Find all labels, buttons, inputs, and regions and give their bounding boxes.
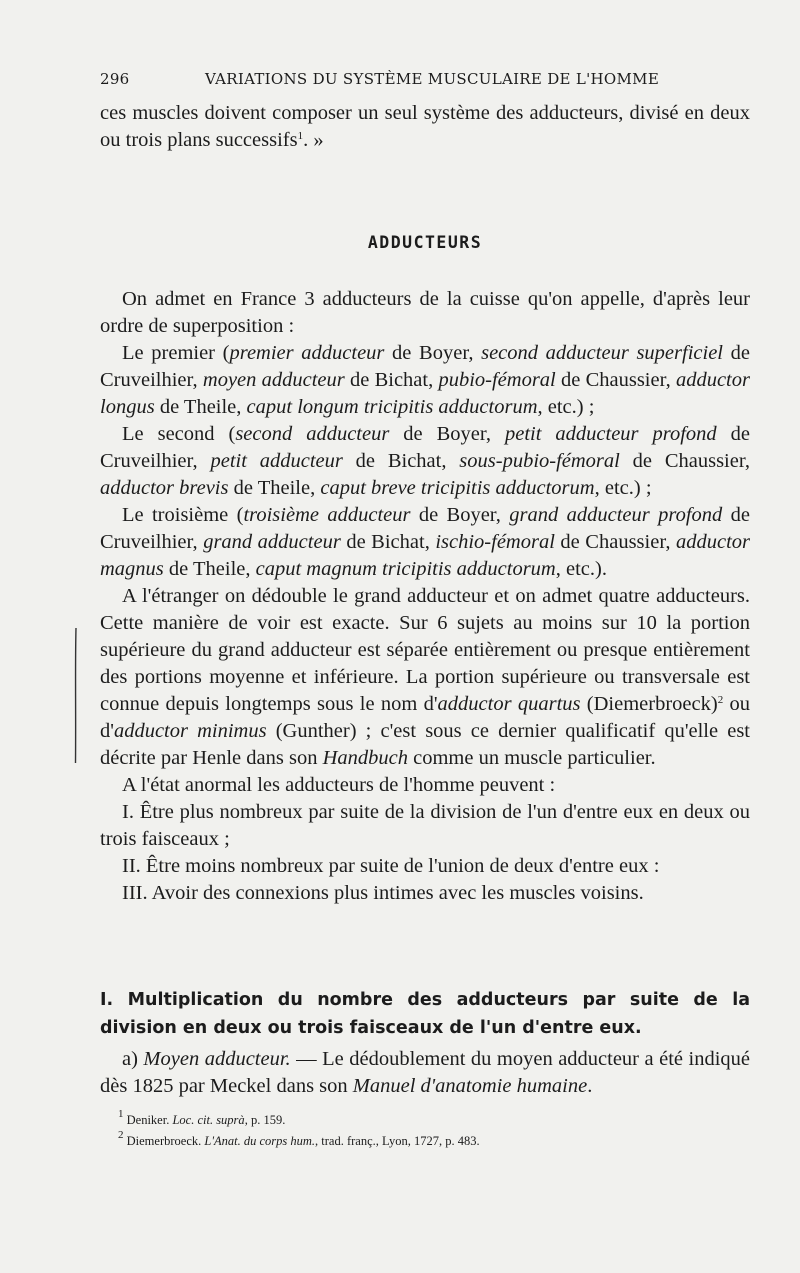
paragraph-second: Le second (second adducteur de Boyer, petit adducteur profond de Cruveilhier, petit adducteur de Bichat, sous-pubio-fémoral de Chaussier, adductor brevis de Theile, caput breve tricipitis adductorum, etc.) ;	[100, 423, 750, 499]
intro-tail: . »	[303, 129, 324, 151]
body-text	[100, 286, 750, 907]
section-title: I. Multiplication du nombre des adducteurs par suite de la division en deux ou trois faisceaux de l'un d'entre eux.	[100, 990, 750, 1038]
page-number: 296	[100, 70, 130, 88]
paragraph-etat-anormal: A l'état anormal les adducteurs de l'homme peuvent :	[122, 774, 556, 796]
list-item-2: II. Être moins nombreux par suite de l'union de deux d'entre eux :	[122, 855, 660, 877]
running-title: VARIATIONS DU SYSTÈME MUSCULAIRE DE L'HOMME	[205, 70, 660, 88]
intro-paragraph	[100, 100, 750, 154]
footnote-1: $^1$ Deniker. Loc. cit. suprà, p. 159.	[118, 1108, 286, 1127]
paragraph-premier: Le premier (premier adducteur de Boyer, second adducteur superficiel de Cruveilhier, moyen adducteur de Bichat, pubio-fémoral de Chaussier, adductor longus de Theile, caput longum tricipitis adductorum, etc.) ;	[100, 342, 750, 418]
section-paragraph: a) Moyen adducteur. — Le dédoublement du moyen adducteur a été indiqué dès 1825 par Meckel dans son Manuel d'anatomie humaine.	[100, 1048, 750, 1097]
section-block	[100, 986, 750, 1100]
list-item-3: III. Avoir des connexions plus intimes avec les muscles voisins.	[122, 882, 644, 904]
paragraph-etranger: A l'étranger on dédouble le grand adducteur et on admet quatre adducteurs. Cette manière de voir est exacte. Sur 6 sujets au moins sur 10 la portion supérieure du grand adducteur est séparée entièrement ou presque entièrement des portions moyenne et inférieure. La portion supérieure ou transversale est connue depuis longtemps sous le nom d'adductor quartus (Diemerbroeck)$^2$ ou d'adductor minimus (Gunther) ; c'est sous ce dernier qualificatif qu'elle est décrite par Henle dans son Handbuch comme un muscle particulier.	[100, 585, 751, 769]
footnote-2: $^2$ Diemerbroeck. L'Anat. du corps hum., trad. franç., Lyon, 1727, p. 483.	[118, 1129, 480, 1148]
footnotes	[118, 1110, 738, 1152]
margin-pencil-mark	[74, 628, 77, 763]
intro-block	[100, 100, 750, 154]
paragraph-troisieme: Le troisième (troisième adducteur de Boyer, grand adducteur profond de Cruveilhier, grand adducteur de Bichat, ischio-fémoral de Chaussier, adductor magnus de Theile, caput magnum tricipitis adductorum, etc.).	[100, 504, 750, 580]
intro-text: ces muscles doivent composer un seul système des adducteurs, divisé en deux ou trois plans successifs	[100, 102, 750, 151]
footnote-ref-1: 1	[297, 130, 304, 142]
list-item-1: I. Être plus nombreux par suite de la division de l'un d'entre eux en deux ou trois faisceaux ;	[100, 801, 750, 850]
section-heading: ADDUCTEURS	[367, 233, 483, 252]
paragraph-1: On admet en France 3 adducteurs de la cuisse qu'on appelle, d'après leur ordre de superposition :	[100, 288, 750, 337]
footnote-ref-2: 2	[717, 694, 724, 706]
